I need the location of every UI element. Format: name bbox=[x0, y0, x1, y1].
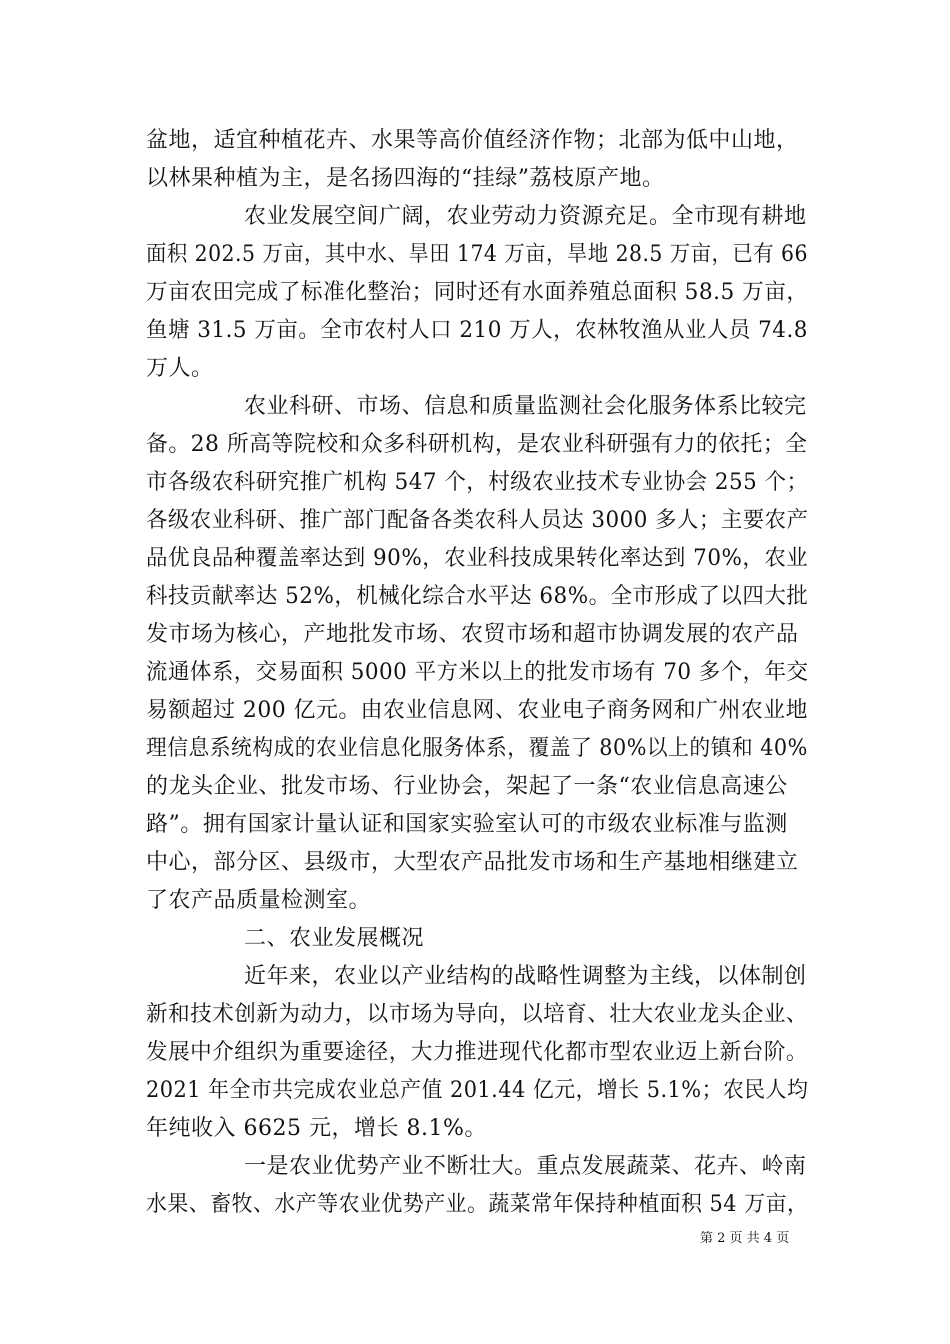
text-line: 路”。拥有国家计量认证和国家实验室认可的市级农业标准与监测 bbox=[146, 812, 788, 837]
text-line: 市各级农科研究推广机构 547 个，村级农业技术专业协会 255 个； bbox=[146, 470, 809, 495]
text-line: 以林果种植为主，是名扬四海的“挂绿”荔枝原产地。 bbox=[146, 166, 665, 191]
text-line: 新和技术创新为动力，以市场为导向，以培育、壮大农业龙头企业、 bbox=[146, 1002, 808, 1027]
text-line: 2021 年全市共完成农业总产值 201.44 亿元，增长 5.1%；农民人均 bbox=[146, 1078, 809, 1103]
text-line: 理信息系统构成的农业信息化服务体系，覆盖了 80%以上的镇和 40% bbox=[146, 736, 808, 761]
text-line: 发展中介组织为重要途径，大力推进现代化都市型农业迈上新台阶。 bbox=[146, 1040, 808, 1065]
text-line: 万人。 bbox=[146, 356, 214, 381]
text-line: 易额超过 200 亿元。由农业信息网、农业电子商务网和广州农业地 bbox=[146, 698, 808, 723]
text-line: 万亩农田完成了标准化整治；同时还有水面养殖总面积 58.5 万亩， bbox=[146, 280, 809, 305]
text-line: 科技贡献率达 52%，机械化综合水平达 68%。全市形成了以四大批 bbox=[146, 584, 809, 609]
paragraph-first-line: 一是农业优势产业不断壮大。重点发展蔬菜、花卉、岭南 bbox=[244, 1154, 807, 1179]
text-line: 品优良品种覆盖率达到 90%，农业科技成果转化率达到 70%，农业 bbox=[146, 546, 809, 571]
text-line: 备。28 所高等院校和众多科研机构，是农业科研强有力的依托；全 bbox=[146, 432, 808, 457]
text-line: 了农产品质量检测室。 bbox=[146, 888, 372, 913]
text-line: 面积 202.5 万亩，其中水、旱田 174 万亩，旱地 28.5 万亩，已有 66 bbox=[146, 242, 808, 267]
text-line: 发市场为核心，产地批发市场、农贸市场和超市协调发展的农产品 bbox=[146, 622, 799, 647]
paragraph-first-line: 农业发展空间广阔，农业劳动力资源充足。全市现有耕地 bbox=[244, 204, 807, 229]
section-heading: 二、农业发展概况 bbox=[244, 926, 425, 951]
page-number-footer: 第 2 页 共 4 页 bbox=[700, 1231, 790, 1246]
text-line: 水果、畜牧、水产等农业优势产业。蔬菜常年保持种植面积 54 万亩， bbox=[146, 1192, 809, 1217]
text-line: 的龙头企业、批发市场、行业协会，架起了一条“农业信息高速公 bbox=[146, 774, 788, 799]
text-line: 流通体系，交易面积 5000 平方米以上的批发市场有 70 多个，年交 bbox=[146, 660, 809, 685]
text-line: 鱼塘 31.5 万亩。全市农村人口 210 万人，农林牧渔从业人员 74.8 bbox=[146, 318, 808, 343]
paragraph-first-line: 近年来，农业以产业结构的战略性调整为主线，以体制创 bbox=[244, 964, 807, 989]
text-line: 各级农业科研、推广部门配备各类农科人员达 3000 多人；主要农产 bbox=[146, 508, 809, 533]
paragraph-first-line: 农业科研、市场、信息和质量监测社会化服务体系比较完 bbox=[244, 394, 807, 419]
text-line: 盆地，适宜种植花卉、水果等高价值经济作物；北部为低中山地， bbox=[146, 128, 799, 153]
text-line: 中心，部分区、县级市，大型农产品批发市场和生产基地相继建立 bbox=[146, 850, 799, 875]
text-line: 年纯收入 6625 元，增长 8.1%。 bbox=[146, 1116, 487, 1141]
